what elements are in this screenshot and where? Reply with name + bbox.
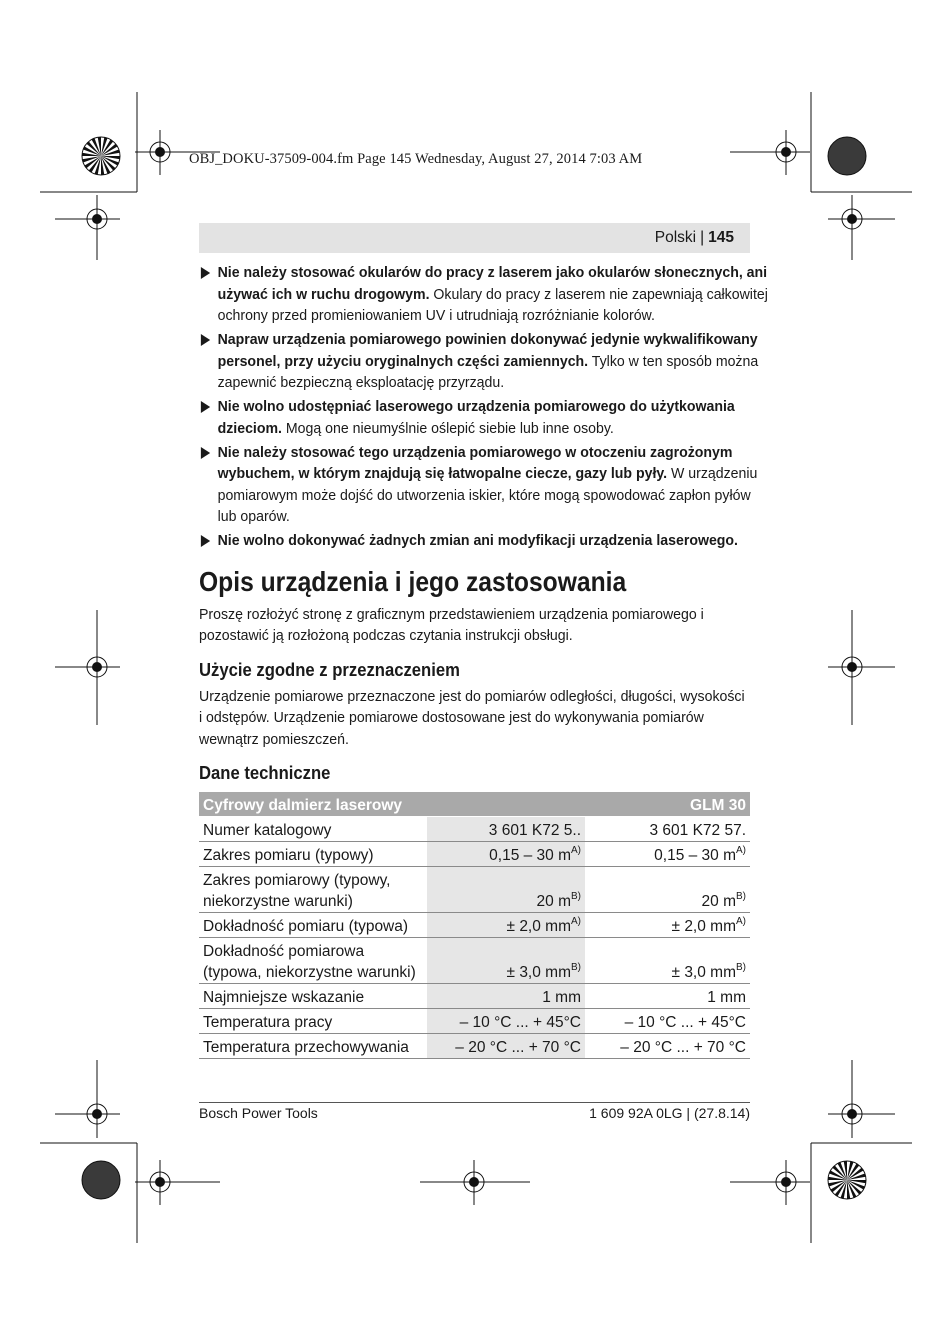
safety-bullet <box>199 329 768 394</box>
table-row <box>199 1009 750 1034</box>
table-row <box>199 1034 750 1059</box>
siemens-star-icon <box>828 1161 866 1199</box>
table-cell-label: Zakres pomiarowy (typowy, niekorzystne warunki) <box>199 867 427 913</box>
table-cell-value: ± 2,0 $mm^{A)}$ <box>585 913 750 938</box>
language-label: Polski <box>654 229 697 246</box>
table-cell-label: Dokładność pomiaru (typowa) <box>199 913 427 938</box>
table-cell-value: 3 601 K72 5.. <box>427 817 585 842</box>
main-content <box>199 262 768 1059</box>
table-cell-label: Najmniejsze wskazanie <box>199 984 427 1009</box>
bullet-text: Mogą one nieumyślnie oślepić siebie lub inne osoby. <box>281 419 614 437</box>
table-header-row <box>199 792 750 817</box>
crosshair-registration-icon <box>828 195 895 260</box>
crosshair-registration-icon <box>55 1060 120 1138</box>
table-cell-value: 3 601 K72 57. <box>585 817 750 842</box>
triangle-bullet-icon <box>201 334 210 346</box>
table-row <box>199 984 750 1009</box>
bullet-bold-text: Nie wolno udostępniać laserowego urządzenia pomiarowego do użytkowania dzieciom. <box>217 398 735 437</box>
table-header-model: GLM 30 <box>585 792 750 817</box>
bullet-bold-text: Nie należy stosować okularów do pracy z laserem jako okularów słonecznych, ani używać ich w ruchu drogowym. <box>217 264 768 303</box>
table-cell-value: 20 $m^{B)}$ <box>427 867 585 913</box>
table-header-product: Cyfrowy dalmierz laserowy <box>199 792 585 817</box>
table-row <box>199 867 750 913</box>
crosshair-registration-icon <box>730 1160 810 1205</box>
siemens-star-icon <box>82 137 120 175</box>
table-cell-label: Numer katalogowy <box>199 817 427 842</box>
usage-paragraph: Urządzenie pomiarowe przeznaczone jest do pomiarów odległości, długości, wysokości i odstępów. Urządzenie pomiarowe dostosowane jest do wykonywania pomiarów wewnątrz pomieszczeń. <box>199 687 745 748</box>
bullet-bold-text: Nie wolno dokonywać żadnych zmian ani modyfikacji urządzenia laserowego. <box>217 532 738 549</box>
safety-bullet <box>199 262 768 327</box>
bullet-bold-text: Nie należy stosować tego urządzenia pomiarowego w otoczeniu zagrożonym wybuchem, w którym znajdują się łatwopalne ciecze, gazy lub pyły. <box>217 443 733 482</box>
safety-bullet <box>199 530 768 552</box>
section-title: Opis urządzenia i jego zastosowania <box>199 565 627 597</box>
table-cell-value: ± 3,0 $mm^{B)}$ <box>427 938 585 984</box>
triangle-bullet-icon <box>201 447 210 459</box>
table-cell-value: 0,15 – 30 $m^{A)}$ <box>585 842 750 867</box>
table-row <box>199 817 750 842</box>
solid-target-icon <box>828 137 866 175</box>
table-cell-value: 20 $m^{B)}$ <box>585 867 750 913</box>
table-cell-value: – 10 °C ... + 45°C <box>585 1009 750 1034</box>
table-cell-label: Temperatura przechowywania <box>199 1034 427 1059</box>
bullet-text: W urządzeniu pomiarowym może dojść do utworzenia iskier, które mogą spowodować zapłon pyłów lub oparów. <box>217 465 758 525</box>
table-cell-value: 0,15 – 30 $m^{A)}$ <box>427 842 585 867</box>
intro-paragraph: Proszę rozłożyć stronę z graficznym przedstawieniem urządzenia pomiarowego i pozostawić ją rozłożoną podczas czytania instrukcji obsługi. <box>199 605 704 644</box>
crosshair-registration-icon <box>730 130 810 175</box>
triangle-bullet-icon <box>201 535 210 547</box>
crosshair-registration-icon <box>135 1160 220 1205</box>
separator: | <box>700 229 705 246</box>
footer-divider <box>199 1102 750 1103</box>
triangle-bullet-icon <box>201 401 210 413</box>
bullet-bold-text: Napraw urządzenia pomiarowego powinien dokonywać jedynie wykwalifikowany personel, przy użyciu oryginalnych części zamiennych. <box>217 331 758 370</box>
table-cell-label: Zakres pomiaru (typowy) <box>199 842 427 867</box>
bullet-text: Tylko w ten sposób można zapewnić bezpieczną eksploatację przyrządu. <box>217 352 759 391</box>
footer-brand: Bosch Power Tools <box>199 1105 318 1121</box>
triangle-bullet-icon <box>201 267 210 279</box>
table-cell-value: – 20 °C ... + 70 °C <box>427 1034 585 1059</box>
solid-target-icon <box>82 1161 120 1199</box>
table-cell-value: – 20 °C ... + 70 °C <box>585 1034 750 1059</box>
table-row <box>199 842 750 867</box>
safety-bullet <box>199 442 768 528</box>
crosshair-registration-icon <box>55 195 120 260</box>
table-cell-value: ± 3,0 $mm^{B)}$ <box>585 938 750 984</box>
crosshair-registration-icon <box>828 1060 895 1138</box>
safety-bullet <box>199 396 768 439</box>
tech-data-heading: Dane techniczne <box>199 762 331 783</box>
table-cell-value: 1 mm <box>427 984 585 1009</box>
table-cell-value: ± 2,0 $mm^{A)}$ <box>427 913 585 938</box>
usage-heading: Użycie zgodne z przeznaczeniem <box>199 658 460 680</box>
crosshair-registration-icon <box>55 610 120 725</box>
file-info-header: OBJ_DOKU-37509-004.fm Page 145 Wednesday, August 27, 2014 7:03 AM <box>189 151 643 167</box>
table-cell-label: Temperatura pracy <box>199 1009 427 1034</box>
footer-doc-code: 1 609 92A 0LG | (27.8.14) <box>589 1105 750 1121</box>
crosshair-registration-icon <box>828 610 895 725</box>
table-row <box>199 938 750 984</box>
table-row <box>199 913 750 938</box>
table-cell-value: 1 mm <box>585 984 750 1009</box>
language-bar <box>199 223 750 253</box>
table-cell-label: Dokładność pomiarowa (typowa, niekorzystne warunki) <box>199 938 427 984</box>
bullet-text: Okulary do pracy z laserem nie zapewniają całkowitej ochrony przed promieniowaniem UV i utrudniają rozróżnianie kolorów. <box>217 285 768 324</box>
table-cell-value: – 10 °C ... + 45°C <box>427 1009 585 1034</box>
technical-data-table <box>199 792 750 1059</box>
page-number: 145 <box>708 229 734 246</box>
